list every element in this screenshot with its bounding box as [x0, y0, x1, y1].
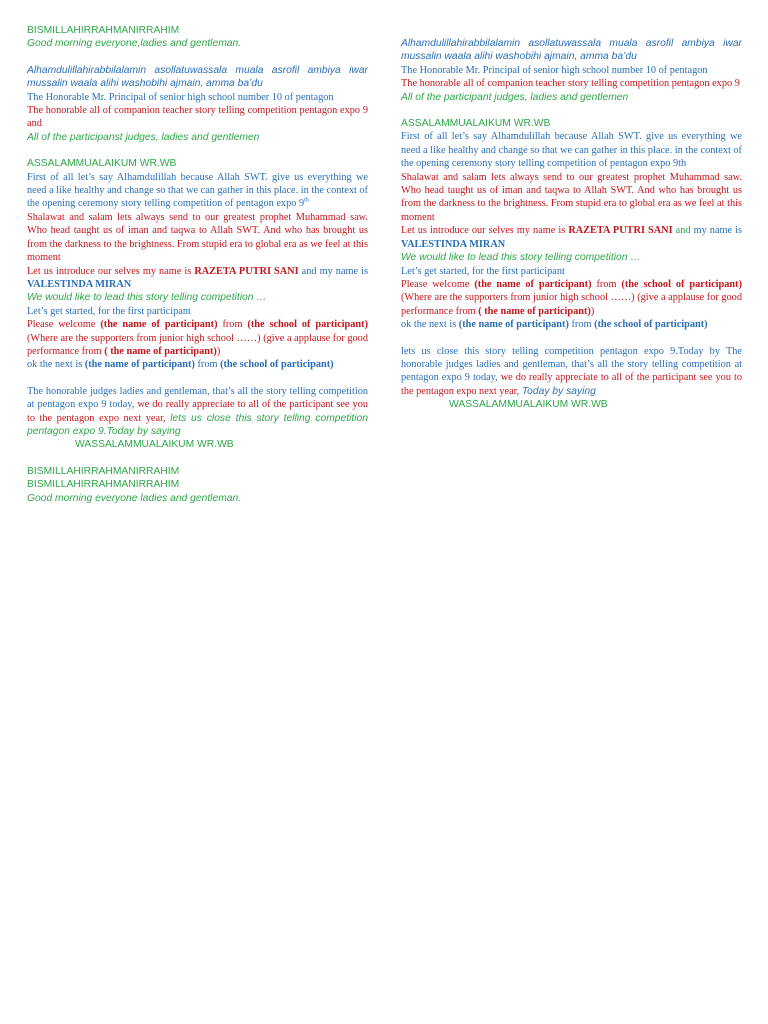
left-column — [27, 24, 368, 505]
basmala-repeat-1: BISMILLAHIRRAHMANIRRAHIM — [27, 465, 180, 477]
lead-line-right: We would like to lead this story telling competition … — [401, 252, 641, 264]
host-name-1: RAZETA PUTRI SANI — [194, 265, 299, 277]
host-name-2-right: VALESTINDA MIRAN — [401, 238, 506, 250]
next-line: ok the next is (the name of participant) from (the school of participant) — [27, 359, 334, 371]
salam-opening-right: ASSALAMMUALAIKUM WR.WB — [401, 118, 551, 130]
closing-paragraph-right: lets us close this story telling competition pentagon expo 9.Today by The honorable judges ladies and gentleman, that’s all the story telling competition at pentagon expo 9 today, we do really appreciate to all of the participant see you to the pentagon expo next year, Today by saying — [401, 345, 742, 397]
judges-address-right: All of the participant judges, ladies and gentlemen — [401, 91, 629, 103]
lead-line: We would like to lead this story telling competition … — [27, 292, 267, 304]
first-paragraph: First of all let’s say Alhamdulillah because Allah SWT. give us everything we need a like healthy and change so that we can gather in this place. in the context of the opening ceremony story telling competition of pentagon expo 9th — [27, 171, 368, 210]
principal-address-right: The Honorable Mr. Principal of senior high school number 10 of pentagon — [401, 64, 708, 76]
introduction: Let us introduce our selves my name is RAZETA PUTRI SANI and my name is VALESTINDA MIRAN — [27, 265, 368, 290]
right-column — [401, 24, 742, 412]
host-name-1-right: RAZETA PUTRI SANI — [568, 225, 673, 237]
greeting: Good morning everyone,ladies and gentleman. — [27, 38, 242, 50]
first-paragraph-right: First of all let’s say Alhamdulillah because Allah SWT. give us everything we need a like healthy and change so that we can gather in this place. in the context of the opening ceremony story telling competition of pentagon expo 9th — [401, 131, 742, 170]
greeting-repeat: Good morning everyone ladies and gentleman. — [27, 492, 242, 504]
teachers-address-right: The honorable all of companion teacher story telling competition pentagon expo 9 — [401, 78, 740, 90]
principal-address: The Honorable Mr. Principal of senior high school number 10 of pentagon — [27, 91, 334, 103]
welcome-line-right: Please welcome (the name of participant) from (the school of participant) (Where are the supporters from junior high school ……) (give a applause for good performance from ( the name of participant)) — [401, 278, 742, 317]
opening-basmala: BISMILLAHIRRAHMANIRRAHIM — [27, 25, 180, 36]
salawat-right: Alhamdulillahirabbilalamin asollatuwassala muala asrofil ambiya iwar mussalin waala alihi washobihi ajmain, amma ba’du — [401, 38, 742, 63]
wassalam: WASSALAMMUALAIKUM WR.WB — [75, 439, 234, 451]
shalawat-paragraph-right: Shalawat and salam lets always send to our greatest prophet Muhammad saw. Who head taught us of iman and taqwa to Allah SWT. And who has brought us from the darkness to the brightness. From stupid era to global era as we feel at this moment — [401, 171, 742, 223]
closing-paragraph: The honorable judges ladies and gentleman, that’s all the story telling competition at pentagon expo 9 today, we do really appreciate to all of the participant see you to the pentagon expo next year, lets us close this story telling competition pentagon expo 9.Today by saying — [27, 385, 368, 437]
salawat: Alhamdulillahirabbilalamin asollatuwassala muala asrofil ambiya iwar mussalin waala alihi washobihi ajmain, amma ba’du — [27, 64, 368, 90]
salam-opening: ASSALAMMUALAIKUM WR.WB — [27, 158, 177, 170]
judges-address: All of the participanst judges, ladies and gentlemen — [27, 131, 260, 143]
host-name-2: VALESTINDA MIRAN — [27, 278, 132, 290]
welcome-line: Please welcome (the name of participant) from (the school of participant) (Where are the supporters from junior high school ……) (give a applause for good performance from ( the name of participant)) — [27, 319, 368, 357]
introduction-right: Let us introduce our selves my name is RAZETA PUTRI SANI and my name is VALESTINDA MIRAN — [401, 225, 742, 250]
get-started-right: Let’s get started, for the first participant — [401, 265, 565, 277]
wassalam-right: WASSALAMMUALAIKUM WR.WB — [449, 399, 608, 411]
get-started: Let’s get started, for the first participant — [27, 305, 191, 317]
teachers-address: The honorable all of companion teacher story telling competition pentagon expo 9 and — [27, 105, 368, 130]
basmala-repeat-2: BISMILLAHIRRAHMANIRRAHIM — [27, 479, 180, 491]
next-line-right: ok the next is (the name of participant) from (the school of participant) — [401, 319, 708, 331]
shalawat-paragraph: Shalawat and salam lets always send to our greatest prophet Muhammad saw. Who head taught us of iman and taqwa to Allah SWT. And who has brought us from the darkness to the brightness. From stupid era to global era as we feel at this moment — [27, 211, 368, 264]
